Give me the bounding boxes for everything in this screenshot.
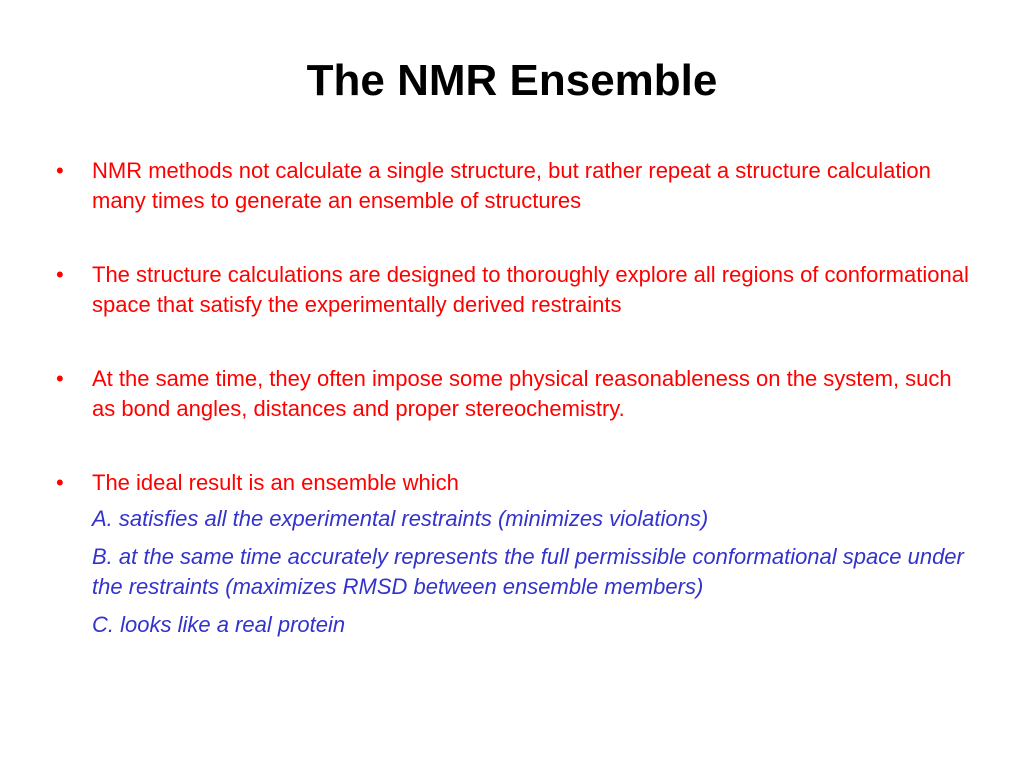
bullet-item bbox=[56, 364, 976, 424]
bullet-marker: • bbox=[56, 366, 64, 391]
sub-item-c: C. looks like a real protein bbox=[92, 612, 346, 637]
bullet-item bbox=[56, 468, 976, 640]
slide-title: The NMR Ensemble bbox=[306, 56, 718, 105]
bullet-marker: • bbox=[56, 158, 64, 183]
bullet-marker: • bbox=[56, 470, 64, 495]
sub-item-list bbox=[92, 504, 976, 640]
bullet-marker: • bbox=[56, 262, 64, 287]
bullet-text: The structure calculations are designed to thoroughly explore all regions of conformational space that satisfy the experimentally derived restraints bbox=[92, 262, 969, 317]
sub-item-a: A. satisfies all the experimental restraints (minimizes violations) bbox=[92, 506, 709, 531]
bullet-list bbox=[56, 156, 976, 648]
bullet-text: The ideal result is an ensemble which bbox=[92, 470, 459, 495]
bullet-text: NMR methods not calculate a single structure, but rather repeat a structure calculation many times to generate an ensemble of structures bbox=[92, 158, 931, 213]
bullet-item bbox=[56, 260, 976, 320]
bullet-item bbox=[56, 156, 976, 216]
sub-item-b: B. at the same time accurately represents the full permissible conformational space under the restraints (maximizes RMSD between ensemble members) bbox=[92, 544, 964, 599]
bullet-text: At the same time, they often impose some physical reasonableness on the system, such as bond angles, distances and proper stereochemistry. bbox=[92, 366, 952, 421]
